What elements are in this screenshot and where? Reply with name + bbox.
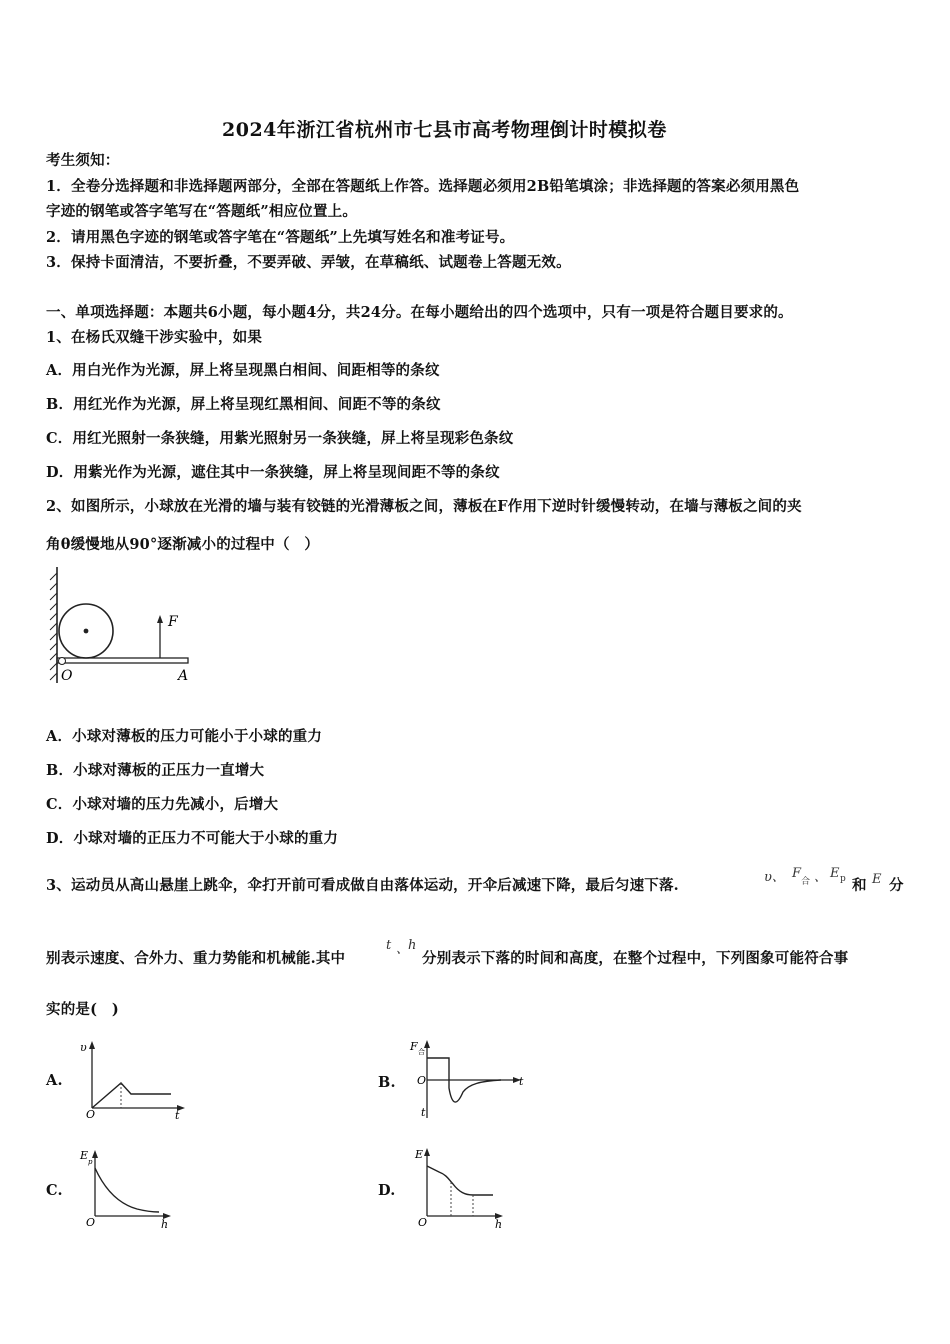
q3-sym-e: E — [872, 872, 882, 887]
notice-heading: 考生须知： — [46, 152, 120, 169]
low-label: t — [421, 1106, 426, 1119]
page-title: 2024年浙江省杭州市七县市高考物理倒计时模拟卷 — [222, 119, 667, 141]
y-label: E — [415, 1148, 424, 1161]
y-label: υ — [80, 1041, 87, 1054]
q3-stem-2b: 分别表示下落的时间和高度，在整个过程中，下列图象可能符合事 — [422, 950, 849, 967]
graph-c — [75, 1146, 175, 1231]
q3-and: 和 — [852, 877, 867, 894]
q3-sym-h: h — [408, 938, 417, 953]
x-label: t — [519, 1075, 524, 1088]
label-o: O — [61, 668, 73, 684]
y-axis-arrow — [424, 1040, 430, 1048]
q2-stem-2: 角θ缓慢地从90°逐渐减小的过程中（ ） — [46, 536, 320, 553]
q3-sym-v: υ、 — [764, 870, 785, 885]
y-label-sub: p — [88, 1158, 93, 1166]
notice-line-1b: 字迹的钢笔或答字笔写在“答题纸”相应位置上。 — [46, 203, 358, 220]
ball-center — [84, 629, 89, 634]
q3-sym-sep2: 、 — [396, 942, 410, 957]
q3-sym-sep: 、 — [814, 870, 828, 885]
q3-fen: 分 — [889, 877, 904, 894]
origin-label: O — [417, 1074, 427, 1087]
y-label: E — [80, 1149, 89, 1162]
q1-stem: 1、在杨氏双缝干涉实验中，如果 — [46, 329, 263, 346]
q1-option-a: A．用白光作为光源，屏上将呈现黑白相间、间距相等的条纹 — [46, 362, 440, 379]
label-a: A — [178, 668, 189, 684]
q3-option-b-label: B. — [378, 1074, 396, 1091]
q3-sym-f-sub: 合 — [801, 877, 811, 887]
q1-option-c: C．用红光照射一条狭缝，用紫光照射另一条狭缝，屏上将呈现彩色条纹 — [46, 430, 514, 447]
potential-curve — [95, 1168, 159, 1212]
q3-sym-f: F — [792, 866, 802, 881]
q3-sym-ep: E — [830, 866, 840, 881]
q3-stem-2a: 别表示速度、合外力、重力势能和机械能.其中 — [46, 950, 346, 967]
notice-line-3: 3．保持卡面清洁，不要折叠，不要弄破、弄皱，在草稿纸、试题卷上答题无效。 — [46, 254, 571, 271]
wall-hatching — [50, 567, 57, 683]
q3-sym-ep-sub: p — [840, 874, 846, 884]
y-axis-arrow — [424, 1148, 430, 1156]
q3-stem-3: 实的是( ) — [46, 1001, 119, 1018]
energy-curve — [427, 1166, 493, 1195]
y-label: F — [410, 1040, 418, 1053]
hinge — [59, 658, 66, 665]
label-f: F — [168, 614, 178, 630]
graph-b — [405, 1036, 530, 1121]
origin-label: O — [86, 1216, 96, 1229]
q3-option-a-label: A. — [46, 1072, 63, 1089]
x-label: h — [161, 1218, 169, 1231]
q2-option-a: A．小球对薄板的压力可能小于小球的重力 — [46, 728, 323, 745]
graph-d — [405, 1144, 510, 1232]
force-step — [427, 1058, 449, 1080]
q2-stem-1: 2、如图所示，小球放在光滑的墙与装有铰链的光滑薄板之间，薄板在F作用下逆时针缓慢转动，在墙与薄板之间的夹 — [46, 498, 802, 515]
y-axis-arrow — [89, 1041, 95, 1049]
q3-option-d-label: D. — [378, 1182, 396, 1199]
notice-line-1a: 1．全卷分选择题和非选择题两部分，全部在答题纸上作答。选择题必须用2B铅笔填涂；非选择题的答案必须用黑色 — [46, 178, 800, 195]
q2-option-c: C．小球对墙的压力先减小，后增大 — [46, 796, 279, 813]
thin-board — [57, 658, 188, 663]
q3-sym-t: t — [386, 938, 392, 953]
q2-option-b: B．小球对薄板的正压力一直增大 — [46, 762, 265, 779]
origin-label: O — [86, 1108, 96, 1120]
x-label: h — [495, 1218, 503, 1231]
q3-option-c-label: C. — [46, 1182, 63, 1199]
graph-a — [75, 1038, 190, 1120]
origin-label: O — [418, 1216, 428, 1229]
y-label-sub: 合 — [418, 1048, 425, 1056]
force-arrow-head — [157, 615, 163, 623]
x-label: t — [175, 1109, 180, 1120]
section-heading: 一、单项选择题：本题共6小题，每小题4分，共24分。在每小题给出的四个选项中，只有一项是符合题目要求的。 — [46, 304, 793, 321]
force-curve — [449, 1080, 501, 1102]
y-axis-arrow — [92, 1150, 98, 1158]
q2-option-d: D．小球对墙的正压力不可能大于小球的重力 — [46, 830, 339, 847]
q2-figure — [40, 565, 200, 690]
notice-line-2: 2．请用黑色字迹的钢笔或答字笔在“答题纸”上先填写姓名和准考证号。 — [46, 229, 515, 246]
q3-stem-1: 3、运动员从高山悬崖上跳伞，伞打开前可看成做自由落体运动，开伞后减速下降，最后匀速下落. — [46, 877, 679, 894]
velocity-curve — [92, 1083, 171, 1108]
q1-option-b: B．用红光作为光源，屏上将呈现红黑相间、间距不等的条纹 — [46, 396, 441, 413]
q1-option-d: D．用紫光作为光源，遮住其中一条狭缝，屏上将呈现间距不等的条纹 — [46, 464, 500, 481]
